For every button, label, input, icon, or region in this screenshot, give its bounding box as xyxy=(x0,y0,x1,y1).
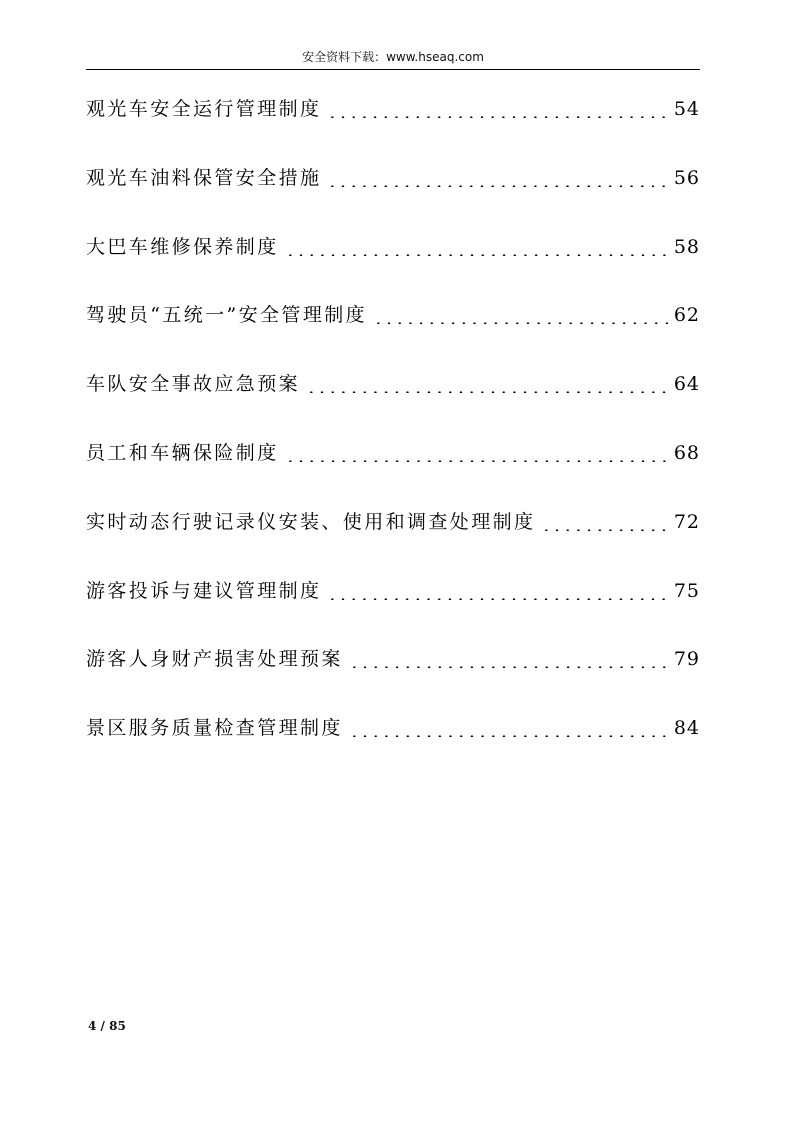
toc-entry-page: 56 xyxy=(673,166,700,189)
toc-entry[interactable] xyxy=(86,90,700,159)
toc-entry-title: 游客人身财产损害处理预案 xyxy=(86,648,343,671)
toc-entry[interactable] xyxy=(86,709,700,778)
toc-entry-title: 驾驶员“五统一”安全管理制度 xyxy=(86,304,368,327)
header-divider xyxy=(86,69,700,70)
toc-entry-title: 观光车安全运行管理制度 xyxy=(86,98,322,120)
toc-entry[interactable] xyxy=(86,434,700,503)
toc-entry-page: 54 xyxy=(673,98,700,120)
toc-entry-title: 车队安全事故应急预案 xyxy=(86,373,301,396)
toc-entry[interactable] xyxy=(86,296,700,365)
toc-entry-page: 62 xyxy=(673,304,700,327)
toc-entry-page: 68 xyxy=(673,441,700,464)
toc-dot-leader xyxy=(349,709,668,747)
toc-entry-title: 观光车油料保管安全措施 xyxy=(86,166,322,189)
toc-entry-title: 游客投诉与建议管理制度 xyxy=(86,579,322,602)
toc-dot-leader xyxy=(541,503,667,541)
toc-entry-page: 75 xyxy=(673,579,700,602)
toc-dot-leader xyxy=(285,434,668,472)
toc-entry[interactable] xyxy=(86,159,700,228)
toc-entry-title: 实时动态行驶记录仪安装、使用和调查处理制度 xyxy=(86,510,536,533)
toc-entry[interactable] xyxy=(86,572,700,641)
toc-entry-title: 大巴车维修保养制度 xyxy=(86,235,279,258)
toc-dot-leader xyxy=(349,640,668,678)
toc-entry[interactable] xyxy=(86,503,700,572)
toc-entry-page: 72 xyxy=(673,510,700,533)
toc-entry-title: 景区服务质量检查管理制度 xyxy=(86,717,343,740)
table-of-contents xyxy=(86,90,700,778)
toc-entry-page: 79 xyxy=(673,648,700,671)
toc-dot-leader xyxy=(306,365,668,403)
toc-dot-leader xyxy=(327,159,667,197)
toc-dot-leader xyxy=(285,228,668,266)
toc-entry-title: 员工和车辆保险制度 xyxy=(86,441,279,464)
toc-dot-leader xyxy=(327,572,667,610)
toc-dot-leader xyxy=(327,90,667,128)
page-header: 安全资料下载：www.hseaq.com xyxy=(302,50,484,64)
toc-entry-page: 64 xyxy=(673,373,700,396)
toc-entry[interactable] xyxy=(86,640,700,709)
toc-dot-leader xyxy=(373,296,668,334)
toc-entry[interactable] xyxy=(86,365,700,434)
toc-entry[interactable] xyxy=(86,228,700,297)
toc-entry-page: 84 xyxy=(673,717,700,740)
page-number: 4 / 85 xyxy=(88,1019,126,1033)
toc-entry-page: 58 xyxy=(673,235,700,258)
